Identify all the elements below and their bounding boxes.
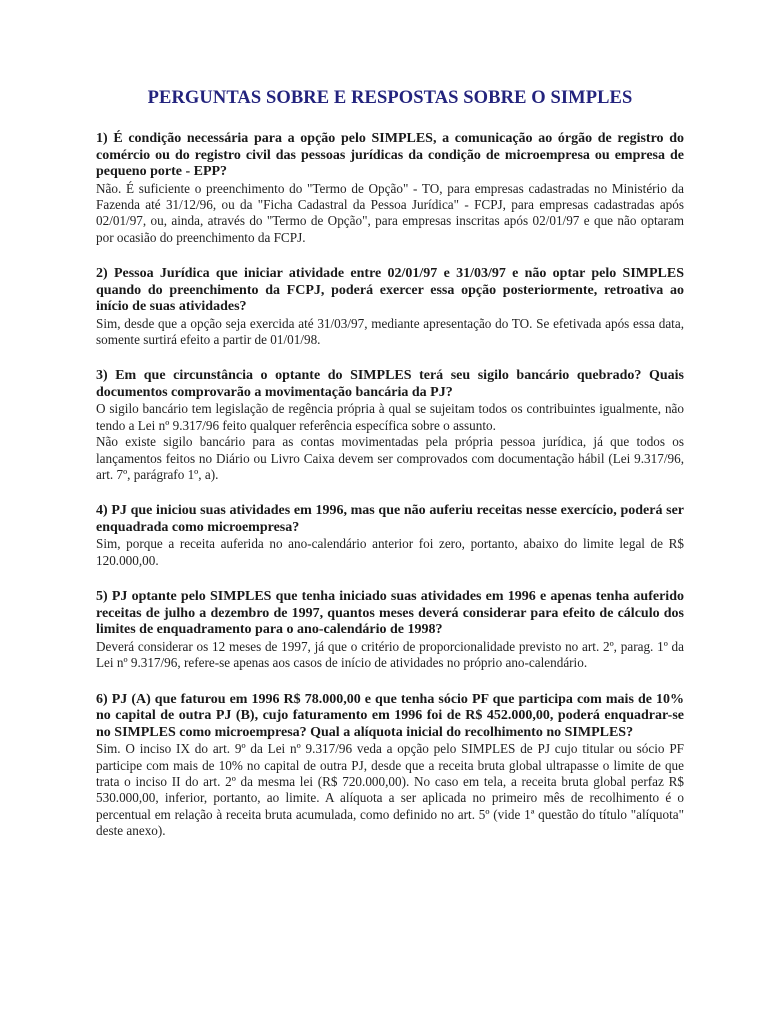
answer-6: Sim. O inciso IX do art. 9º da Lei nº 9.317/96 veda a opção pelo SIMPLES de PJ cujo titular ou sócio PF participe com mais de 10% no capital de outra PJ, desde que a receita bruta global ultrapasse o limite de que trata o inciso II do art. 2º da mesma lei (R$ 720.000,00). No caso em tela, a receita bruta global perfaz R$ 530.000,00, inferior, portanto, ao limite. A alíquota a ser aplicada no primeiro mês de recolhimento é o percentual em relação à receita bruta acumulada, como definido no art. 5º (vide 1ª questão do título "alíquota" deste anexo). <box>96 741 684 839</box>
question-4: 4) PJ que iniciou suas atividades em 1996, mas que não auferiu receitas nesse exercício, poderá ser enquadrada como microempresa? <box>96 503 684 535</box>
qa-item-2 <box>96 266 684 348</box>
document-title: PERGUNTAS SOBRE E RESPOSTAS SOBRE O SIMPLES <box>147 88 633 108</box>
question-2: 2) Pessoa Jurídica que iniciar atividade entre 02/01/97 e 31/03/97 e não optar pelo SIMPLES quando do preenchimento da FCPJ, poderá exercer essa opção posteriormente, retroativa ao início de suas atividades? <box>96 266 684 315</box>
answer-5: Deverá considerar os 12 meses de 1997, já que o critério de proporcionalidade previsto no art. 2º, parag. 1º da Lei nº 9.317/96, refere-se apenas aos casos de início de atividades no próprio ano-calendário. <box>96 638 684 671</box>
qa-item-3 <box>96 368 684 483</box>
qa-item-4 <box>96 503 684 569</box>
question-5: 5) PJ optante pelo SIMPLES que tenha iniciado suas atividades em 1996 e apenas tenha auferido receitas de julho a dezembro de 1997, quantos meses deverá considerar para efeito de cálculo dos limites de enquadramento para o ano-calendário de 1998? <box>96 589 684 638</box>
answer-3-paragraph-1: O sigilo bancário tem legislação de regência própria à qual se sujeitam todos os contribuintes igualmente, não tendo a Lei nº 9.317/96 feito qualquer referência específica sobre o assunto. <box>96 401 684 433</box>
question-6: 6) PJ (A) que faturou em 1996 R$ 78.000,00 e que tenha sócio PF que participa com mais de 10% no capital de outra PJ (B), cujo faturamento em 1996 foi de R$ 452.000,00, poderá enquadrar-se no SIMPLES como microempresa? Qual a alíquota inicial do recolhimento no SIMPLES? <box>96 691 684 740</box>
qa-item-5 <box>96 589 684 671</box>
answer-1: Não. É suficiente o preenchimento do "Termo de Opção" - TO, para empresas cadastradas no Ministério da Fazenda até 31/12/96, ou da "Ficha Cadastral da Pessoa Jurídica" - FCPJ, para empresas cadastradas após 02/01/97, ou, ainda, através do "Termo de Opção", para empresas inscritas após 02/01/97 e que não optaram por ocasião do preenchimento da FCPJ. <box>96 180 684 245</box>
qa-item-6 <box>96 692 684 840</box>
answer-4: Sim, porque a receita auferida no ano-calendário anterior foi zero, portanto, abaixo do limite legal de R$ 120.000,00. <box>96 536 684 568</box>
question-1: 1) É condição necessária para a opção pelo SIMPLES, a comunicação ao órgão de registro do comércio ou do registro civil das pessoas jurídicas da condição de microempresa ou empresa de pequeno porte - EPP? <box>96 131 684 179</box>
qa-item-1 <box>96 131 684 246</box>
answer-3-paragraph-2: Não existe sigilo bancário para as contas movimentadas pela própria pessoa jurídica, já que todos os lançamentos feitos no Diário ou Livro Caixa devem ser comprovados com documentação hábil (Lei 9.317/96, art. 7º, parágrafo 1º, a). <box>96 434 684 483</box>
answer-2: Sim, desde que a opção seja exercida até 31/03/97, mediante apresentação do TO. Se efetivada após essa data, somente surtirá efeito a partir de 01/01/98. <box>96 315 684 348</box>
question-3: 3) Em que circunstância o optante do SIMPLES terá seu sigilo bancário quebrado? Quais documentos comprovarão a movimentação bancária da PJ? <box>96 368 684 400</box>
